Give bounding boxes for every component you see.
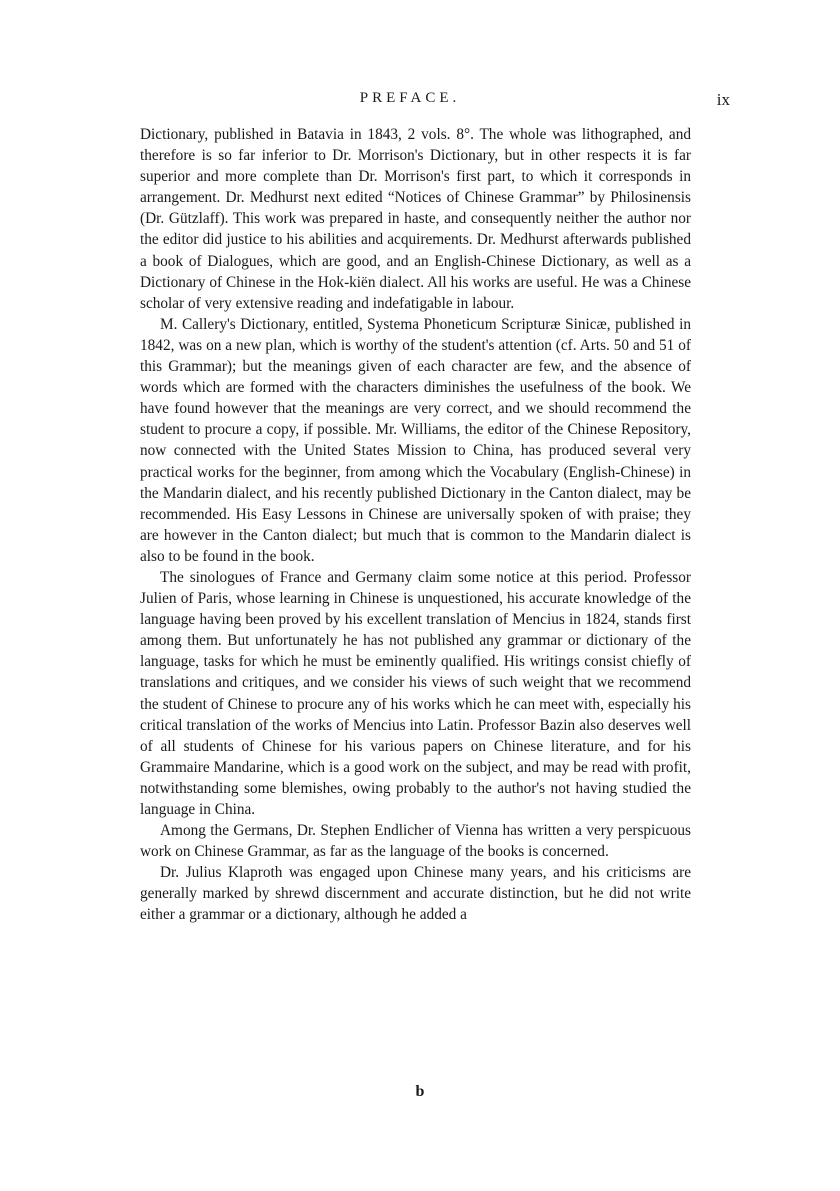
paragraph: The sinologues of France and Germany claim some notice at this period. Professor Julien of Paris, whose learning in Chinese is unquestioned, his accurate knowledge of the language having been proved by his excellent translation of Mencius in 1824, stands first among them. But unfortunately he has not published any grammar or dictionary of the language, tasks for which he must be eminently qualified. His writings consist chiefly of translations and critiques, and we consider his views of such weight that we recommend the student of Chinese to procure any of his works which he can meet with, especially his critical translation of the works of Mencius into Latin. Professor Bazin also deserves well of all students of Chinese for his various papers on Chinese literature, and for his Grammaire Mandarine, which is a good work on the subject, and may be read with profit, notwithstanding some blemishes, owing probably to the author's not having studied the language in China. [140, 568, 691, 818]
paragraph: Dr. Julius Klaproth was engaged upon Chinese many years, and his criticisms are generally marked by shrewd discernment and accurate distinction, but he did not write either a grammar or a dictionary, although he added a [140, 864, 691, 924]
page-number: ix [716, 90, 730, 109]
running-head: PREFACE. [359, 90, 461, 106]
paragraph: Among the Germans, Dr. Stephen Endlicher of Vienna has written a very perspicuous work on Chinese Grammar, as far as the language of the books is concerned. [140, 822, 691, 861]
signature-mark: b [415, 1083, 425, 1100]
body-text [140, 124, 691, 926]
paragraph: Dictionary, published in Batavia in 1843, 2 vols. 8°. The whole was lithographed, and therefore is so far inferior to Dr. Morrison's Dictionary, but in other respects it is far superior and more complete than Dr. Morrison's first part, to which it corresponds in arrangement. Dr. Medhurst next edited “Notices of Chinese Grammar” by Philosinensis (Dr. Gützlaff). This work was prepared in haste, and consequently neither the author nor the editor did justice to his abilities and acquirements. Dr. Medhurst afterwards published a book of Dialogues, which are good, and an English-Chinese Dictionary, as well as a Dictionary of Chinese in the Hok-kiën dialect. All his works are useful. He was a Chinese scholar of very extensive reading and indefatigable in labour. [140, 126, 691, 312]
paragraph: M. Callery's Dictionary, entitled, Systema Phoneticum Scripturæ Sinicæ, published in 1842, was on a new plan, which is worthy of the student's attention (cf. Arts. 50 and 51 of this Grammar); but the meanings given of each character are few, and the absence of words which are formed with the characters diminishes the usefulness of the book. We have found however that the meanings are very correct, and we should recommend the student to procure a copy, if possible. Mr. Williams, the editor of the Chinese Repository, now connected with the United States Mission to China, has produced several very practical works for the beginner, from among which the Vocabulary (English-Chinese) in the Mandarin dialect, and his recently published Dictionary in the Canton dialect, may be recommended. His Easy Lessons in Chinese are universally spoken of with praise; they are however in the Canton dialect; but much that is common to the Mandarin dialect is also to be found in the book. [140, 315, 691, 565]
page-header [110, 90, 730, 114]
